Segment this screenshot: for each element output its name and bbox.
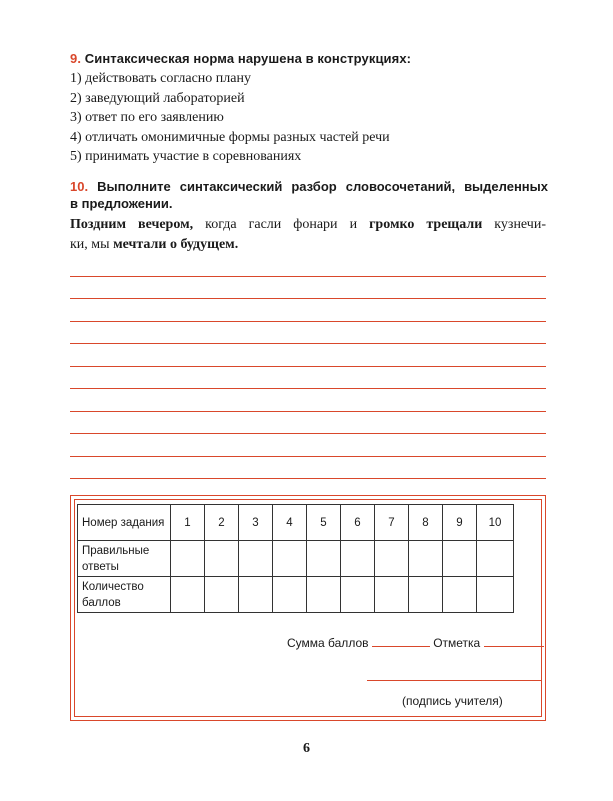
- points-cell[interactable]: [273, 577, 307, 613]
- column-header: 2: [205, 505, 239, 541]
- sentence-text: когда гасли фонари и: [193, 217, 370, 232]
- points-cell[interactable]: [443, 577, 477, 613]
- table-row-points: [78, 577, 514, 613]
- answer-line[interactable]: [70, 298, 546, 299]
- column-header: 3: [239, 505, 273, 541]
- question-10-title-text1: Выполните синтаксический разбор словосочетаний, выделенных: [97, 179, 548, 194]
- table-row-task-numbers: [78, 505, 514, 541]
- answer-cell[interactable]: [205, 541, 239, 577]
- question-10-title-line1: [70, 178, 548, 195]
- option-3: [70, 108, 390, 128]
- answer-cell[interactable]: [341, 541, 375, 577]
- option-text: отличать омонимичные формы разных частей речи: [85, 129, 390, 145]
- points-cell[interactable]: [205, 577, 239, 613]
- question-10-title-line2: в предложении.: [70, 196, 173, 211]
- option-5: [70, 147, 390, 167]
- row-label-task-number: Номер задания: [78, 505, 171, 541]
- answer-cell[interactable]: [443, 541, 477, 577]
- column-header: 10: [477, 505, 514, 541]
- option-number: 3): [70, 110, 82, 125]
- answer-line[interactable]: [70, 478, 546, 479]
- table-row-correct-answers: [78, 541, 514, 577]
- sentence-line1: [70, 215, 546, 235]
- option-number: 2): [70, 90, 82, 106]
- signature-label: (подпись учителя): [402, 694, 503, 708]
- phrase-bold-1: Поздним вечером,: [70, 217, 194, 232]
- answer-cell[interactable]: [171, 541, 205, 577]
- row-label-points: Количество баллов: [78, 577, 171, 613]
- answer-cell[interactable]: [409, 541, 443, 577]
- answer-line[interactable]: [70, 321, 546, 322]
- option-text: ответ по его заявлению: [85, 110, 224, 125]
- grade-blank[interactable]: [484, 646, 544, 647]
- phrase-bold-3: мечтали о будущем.: [113, 237, 239, 252]
- score-table: [77, 504, 514, 613]
- points-cell[interactable]: [409, 577, 443, 613]
- score-box-inner: [74, 499, 542, 717]
- signature-line[interactable]: [367, 680, 542, 681]
- answer-cell[interactable]: [239, 541, 273, 577]
- question-10-sentence: [70, 215, 546, 255]
- question-9-title: Синтаксическая норма нарушена в конструкциях:: [84, 51, 412, 66]
- points-cell[interactable]: [375, 577, 409, 613]
- sum-label: Сумма баллов: [287, 636, 369, 650]
- grade-label: Отметка: [433, 636, 481, 650]
- answer-cell[interactable]: [375, 541, 409, 577]
- sum-blank[interactable]: [372, 646, 430, 647]
- column-header: 5: [307, 505, 341, 541]
- column-header: 7: [375, 505, 409, 541]
- points-cell[interactable]: [171, 577, 205, 613]
- option-text: принимать участие в соревнованиях: [85, 149, 302, 164]
- option-1: [70, 69, 390, 89]
- score-box: [70, 495, 546, 721]
- option-number: 4): [70, 129, 82, 145]
- answer-line[interactable]: [70, 411, 546, 412]
- column-header: 6: [341, 505, 375, 541]
- option-number: 5): [70, 149, 82, 164]
- points-cell[interactable]: [307, 577, 341, 613]
- points-cell[interactable]: [477, 577, 514, 613]
- option-text: действовать согласно плану: [85, 71, 251, 86]
- answer-line[interactable]: [70, 366, 546, 367]
- question-9-number: 9.: [70, 51, 82, 66]
- phrase-bold-2: громко трещали: [369, 217, 483, 232]
- answer-line[interactable]: [70, 343, 546, 344]
- column-header: 9: [443, 505, 477, 541]
- points-cell[interactable]: [341, 577, 375, 613]
- question-10-number: 10.: [70, 179, 89, 194]
- sum-and-grade: [287, 636, 544, 650]
- option-number: 1): [70, 71, 82, 86]
- question-10-heading: [70, 178, 548, 212]
- question-9-options: [70, 69, 390, 167]
- option-2: [70, 89, 390, 109]
- option-text: заведующий лабораторией: [85, 90, 245, 106]
- column-header: 8: [409, 505, 443, 541]
- answer-line[interactable]: [70, 433, 546, 434]
- answer-cell[interactable]: [273, 541, 307, 577]
- answer-cell[interactable]: [307, 541, 341, 577]
- answer-line[interactable]: [70, 456, 546, 457]
- sentence-text: кузнечи-: [482, 217, 546, 232]
- answer-line[interactable]: [70, 388, 546, 389]
- question-9-heading: [70, 51, 411, 66]
- page-number: 6: [303, 741, 310, 756]
- column-header: 4: [273, 505, 307, 541]
- points-cell[interactable]: [239, 577, 273, 613]
- answer-line[interactable]: [70, 276, 546, 277]
- answer-cell[interactable]: [477, 541, 514, 577]
- column-header: 1: [171, 505, 205, 541]
- row-label-correct-answers: Правильные ответы: [78, 541, 171, 577]
- option-4: [70, 128, 390, 148]
- sentence-text: ки, мы: [70, 237, 114, 252]
